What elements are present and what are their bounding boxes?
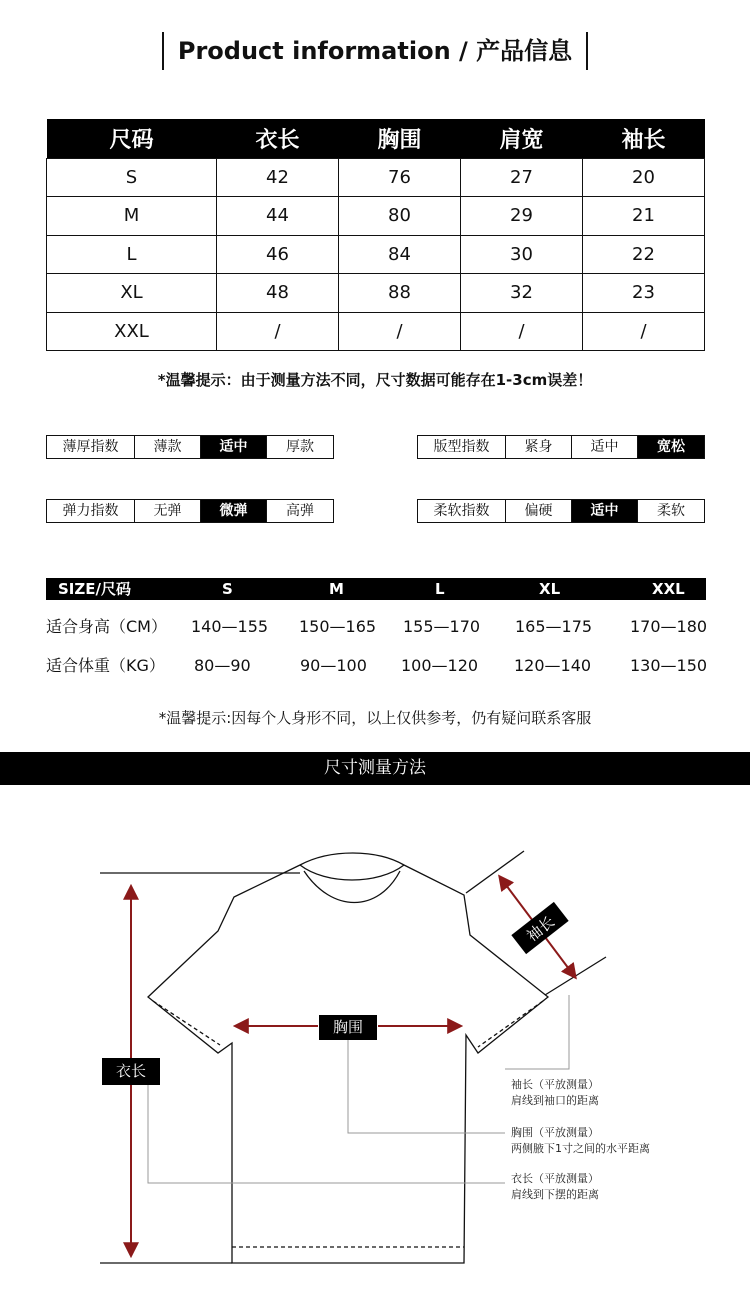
fit-cell: 170—180 [630, 617, 708, 636]
sleeve-tag: 袖长 [523, 912, 558, 946]
size-table-header [47, 119, 705, 158]
index-option: 厚款 [286, 439, 314, 455]
fit-header-cell: S [222, 580, 233, 598]
table-cell: 29 [461, 197, 583, 236]
table-cell: 23 [583, 274, 705, 313]
note-title: 衣长（平放测量） [511, 1172, 599, 1185]
size-table [46, 119, 705, 351]
index-option: 紧身 [506, 436, 572, 458]
fit-cell: 100—120 [401, 656, 479, 675]
table-cell: / [461, 312, 583, 351]
fit-cell: 140—155 [191, 617, 269, 636]
table-cell: 88 [339, 274, 461, 313]
table-cell: 27 [461, 158, 583, 197]
fit-cell: 155—170 [403, 617, 481, 636]
fit-cell: 130—150 [630, 656, 708, 675]
index-option-selected: 适中 [572, 500, 638, 522]
table-cell: XXL [47, 312, 217, 351]
header-cell: 肩宽 [461, 119, 583, 158]
chest-note [511, 1125, 650, 1157]
index-option: 高弹 [286, 503, 314, 519]
table-row [47, 274, 705, 313]
softness-index [417, 499, 705, 523]
weight-row [46, 655, 706, 677]
index-option-selected: 宽松 [638, 436, 704, 458]
fit-header-cell: XXL [652, 580, 685, 598]
table-cell: / [217, 312, 339, 351]
table-cell: / [339, 312, 461, 351]
table-cell: XL [47, 274, 217, 313]
length-tag: 衣长 [102, 1058, 160, 1085]
index-option: 偏硬 [506, 500, 572, 522]
table-cell: 46 [217, 235, 339, 274]
note-desc: 肩线到袖口的距离 [511, 1094, 599, 1107]
index-option-selected: 微弹 [201, 500, 267, 522]
index-label: 柔软指数 [418, 500, 506, 522]
index-label: 版型指数 [418, 436, 506, 458]
sleeve-note [511, 1077, 599, 1109]
page-title: Product information / 产品信息 [162, 32, 588, 70]
note-desc: 两侧腋下1寸之间的水平距离 [511, 1142, 650, 1155]
fit-header-cell: L [435, 580, 445, 598]
fit-cell: 150—165 [299, 617, 377, 636]
table-cell: 76 [339, 158, 461, 197]
length-note [511, 1171, 599, 1203]
table-cell: 84 [339, 235, 461, 274]
index-label: 薄厚指数 [47, 436, 135, 458]
table-row [47, 235, 705, 274]
header-cell: 衣长 [217, 119, 339, 158]
note-desc: 肩线到下摆的距离 [511, 1188, 599, 1201]
table-cell: 42 [217, 158, 339, 197]
fit-cell: 120—140 [514, 656, 592, 675]
index-option: 无弹 [135, 500, 201, 522]
table-cell: 32 [461, 274, 583, 313]
index-option: 薄款 [135, 436, 201, 458]
table-cell: 21 [583, 197, 705, 236]
measure-section-title: 尺寸测量方法 [0, 752, 750, 785]
fit-cell: 适合身高（CM） [46, 617, 167, 636]
index-option: 适中 [572, 436, 638, 458]
elasticity-index [46, 499, 334, 523]
fit-header-cell: SIZE/尺码 [58, 580, 131, 598]
chest-tag: 胸围 [319, 1015, 377, 1040]
table-cell: 44 [217, 197, 339, 236]
index-option: 柔软 [657, 503, 685, 519]
tshirt-diagram [0, 785, 750, 1300]
fit-cell: 80—90 [194, 656, 251, 675]
table-cell: 30 [461, 235, 583, 274]
table-cell: / [583, 312, 705, 351]
table-cell: 20 [583, 158, 705, 197]
header-cell: 袖长 [583, 119, 705, 158]
fit-header-cell: XL [539, 580, 561, 598]
index-option-selected: 适中 [201, 436, 267, 458]
page-header [0, 32, 750, 70]
header-cell: 胸围 [339, 119, 461, 158]
table-cell: L [47, 235, 217, 274]
fit-header-cell: M [329, 580, 344, 598]
table-row [47, 158, 705, 197]
table-row [47, 312, 705, 351]
fit-cell: 165—175 [515, 617, 593, 636]
height-row [46, 616, 706, 638]
table-cell: S [47, 158, 217, 197]
note-title: 胸围（平放测量） [511, 1126, 599, 1139]
thickness-index [46, 435, 334, 459]
index-label: 弹力指数 [47, 500, 135, 522]
table-cell: M [47, 197, 217, 236]
fit-cell: 90—100 [300, 656, 367, 675]
fit-cell: 适合体重（KG） [46, 656, 165, 675]
fit-table-header [46, 578, 706, 600]
measurement-tip: *温馨提示：由于测量方法不同，尺寸数据可能存在1-3cm误差！ [157, 371, 593, 389]
table-cell: 48 [217, 274, 339, 313]
table-cell: 80 [339, 197, 461, 236]
header-cell: 尺码 [47, 119, 217, 158]
fit-index [417, 435, 705, 459]
reference-tip: *温馨提示:因每个人身形不同，以上仅供参考，仍有疑问联系客服 [158, 709, 592, 727]
note-title: 袖长（平放测量） [511, 1078, 599, 1091]
table-row [47, 197, 705, 236]
table-cell: 22 [583, 235, 705, 274]
